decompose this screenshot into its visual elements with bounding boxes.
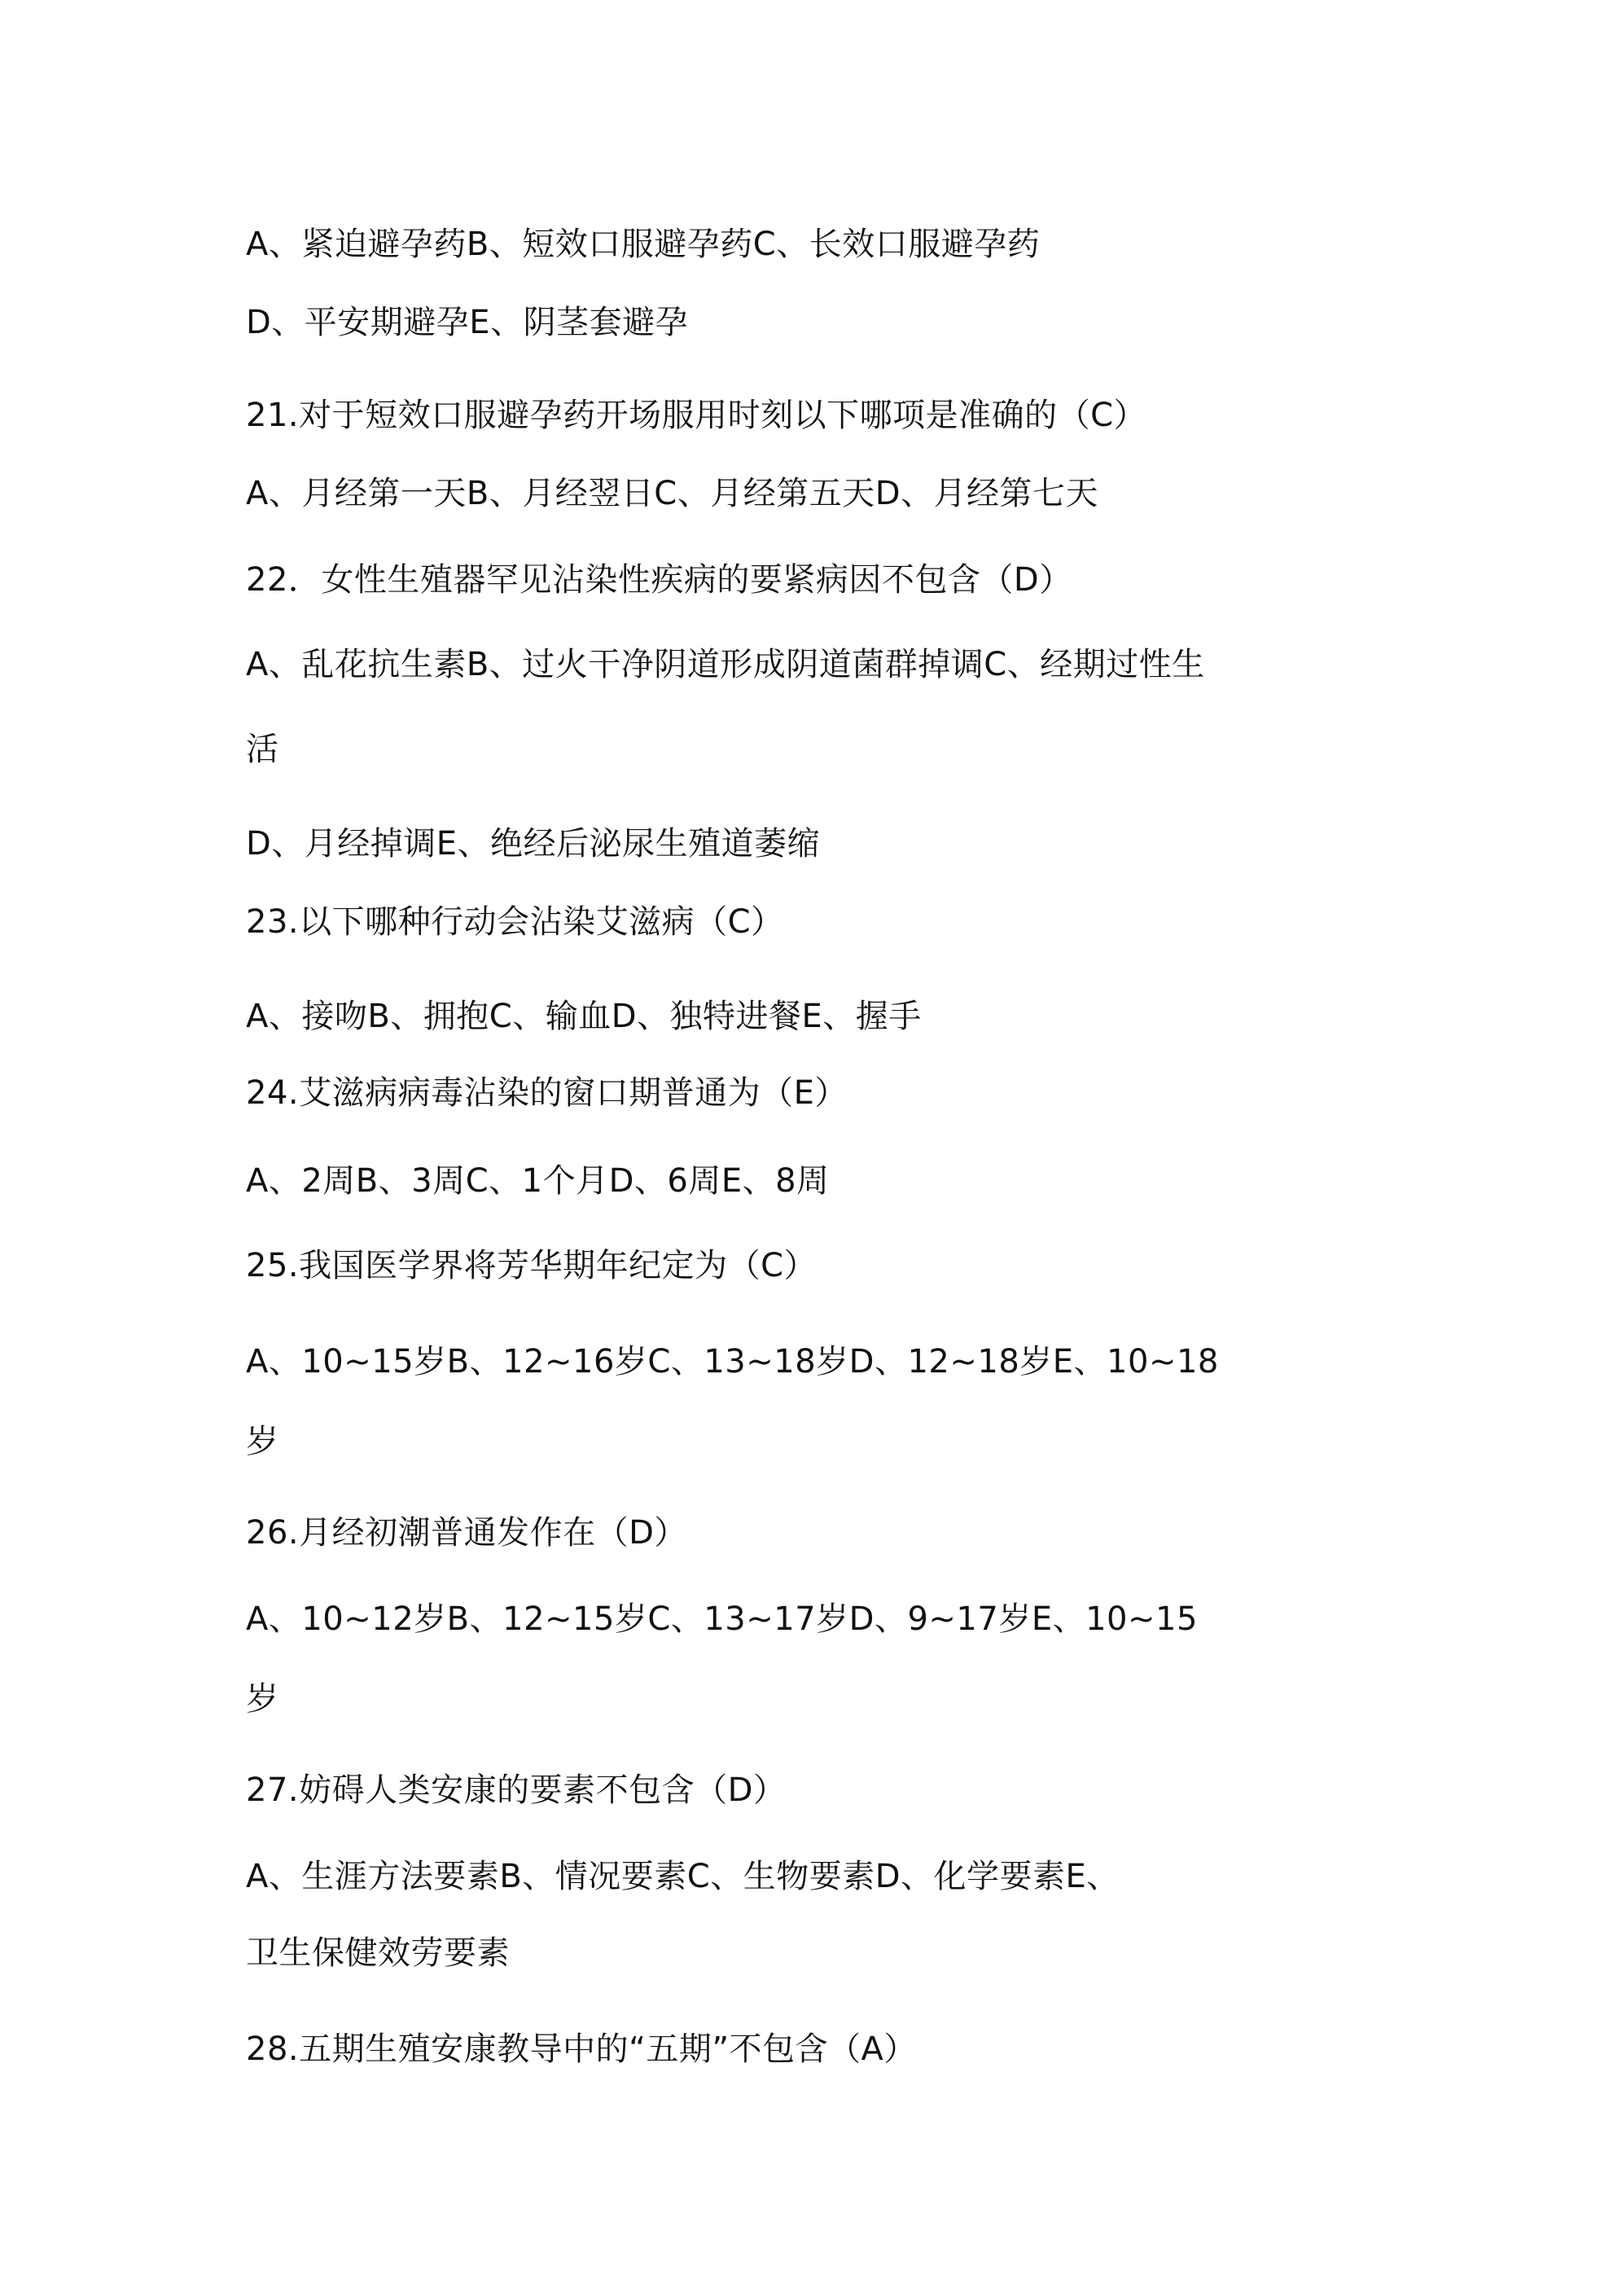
option-continuation-line: 岁 bbox=[246, 1423, 279, 1460]
option-line: A、10~15岁B、12~16岁C、13~18岁D、12~18岁E、10~18 bbox=[246, 1343, 1219, 1381]
option-line: A、乱花抗生素B、过火干净阴道形成阴道菌群掉调C、经期过性生 bbox=[246, 646, 1205, 683]
option-line: A、10~12岁B、12~15岁C、13~17岁D、9~17岁E、10~15 bbox=[246, 1600, 1198, 1638]
option-line: D、月经掉调E、绝经后泌尿生殖道萎缩 bbox=[246, 825, 821, 863]
option-line: A、生涯方法要素B、情况要素C、生物要素D、化学要素E、 bbox=[246, 1858, 1120, 1895]
option-line: A、紧迫避孕药B、短效口服避孕药C、长效口服避孕药 bbox=[246, 226, 1041, 263]
question-line: 24.艾滋病病毒沾染的窗口期普通为（E） bbox=[246, 1074, 848, 1112]
option-line: A、月经第一天B、月经翌日C、月经第五天D、月经第七天 bbox=[246, 475, 1099, 512]
question-line: 28.五期生殖安康教导中的“五期”不包含（A） bbox=[246, 2030, 917, 2068]
option-continuation-line: 岁 bbox=[246, 1680, 279, 1718]
option-line: A、接吻B、拥抱C、输血D、独特进餐E、握手 bbox=[246, 998, 922, 1035]
question-line: 27.妨碍人类安康的要素不包含（D） bbox=[246, 1771, 787, 1809]
question-line: 26.月经初潮普通发作在（D） bbox=[246, 1514, 687, 1552]
question-line: 22．女性生殖器罕见沾染性疾病的要紧病因不包含（D） bbox=[246, 561, 1072, 599]
question-line: 25.我国医学界将芳华期年纪定为（C） bbox=[246, 1247, 818, 1284]
question-line: 23.以下哪种行动会沾染艾滋病（C） bbox=[246, 903, 784, 941]
option-continuation-line: 卫生保健效劳要素 bbox=[246, 1934, 510, 1972]
question-line: 21.对于短效口服避孕药开场服用时刻以下哪项是准确的（C） bbox=[246, 397, 1147, 434]
option-line: A、2周B、3周C、1个月D、6周E、8周 bbox=[246, 1162, 830, 1200]
option-line: D、平安期避孕E、阴茎套避孕 bbox=[246, 304, 689, 341]
option-continuation-line: 活 bbox=[246, 731, 279, 768]
